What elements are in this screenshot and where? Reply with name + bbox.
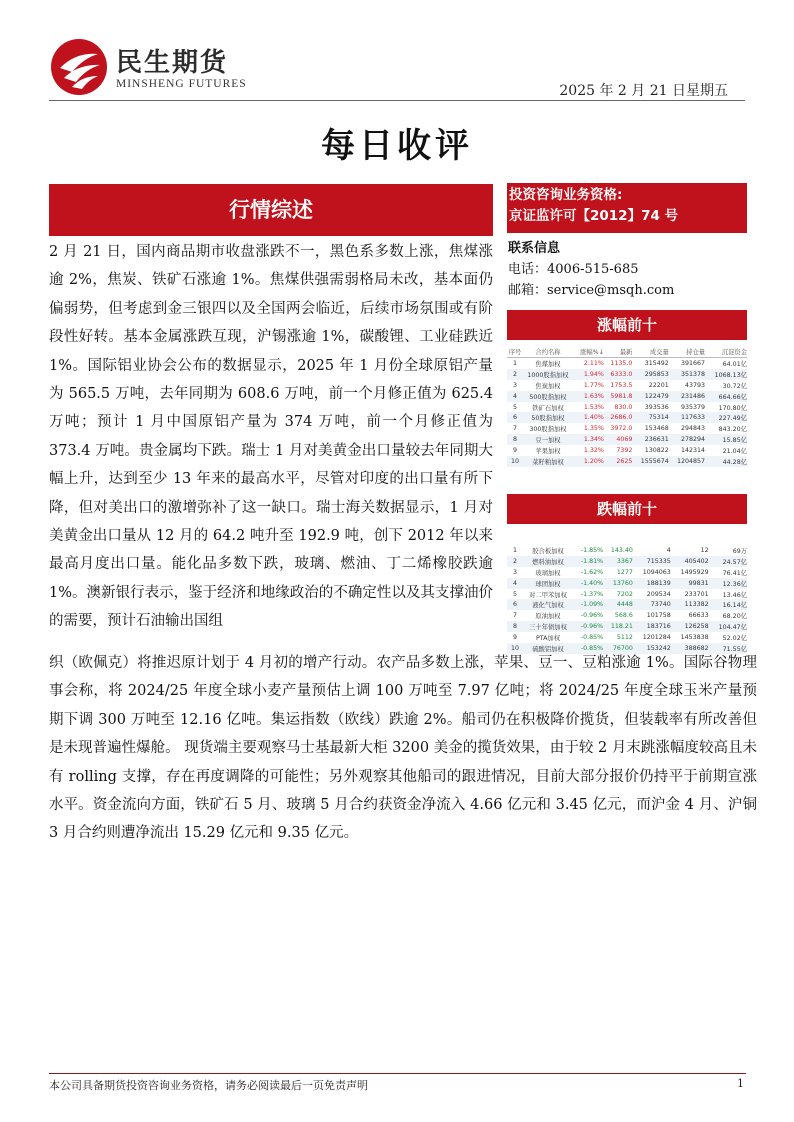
credential-box: [507, 183, 747, 233]
table-cell: 830.0: [614, 403, 633, 411]
page-number: 1: [737, 1077, 744, 1090]
table-cell: 12: [700, 546, 709, 554]
table-cell: 1135.0: [610, 359, 633, 367]
table-row: [507, 578, 747, 589]
table-row: [507, 445, 747, 456]
gainers-title: 涨幅前十: [507, 310, 747, 340]
table-cell: 170.80亿: [718, 404, 747, 412]
table-cell: 143.40: [610, 546, 633, 554]
header-divider: [49, 100, 745, 101]
company-logo: [50, 38, 250, 98]
table-cell: -1.85%: [580, 546, 604, 554]
table-cell: 7202: [616, 590, 633, 598]
table-cell: 10: [507, 643, 523, 654]
table-cell: 3: [512, 568, 517, 576]
table-row: [507, 545, 747, 556]
losers-table: [507, 545, 747, 654]
table-cell: 388682: [671, 643, 709, 654]
table-cell: 1277: [616, 568, 633, 576]
table-cell: 22201: [648, 381, 669, 389]
table-cell: 1453838: [680, 634, 709, 642]
table-cell: 焦炭加权: [535, 382, 561, 390]
table-cell: 391667: [681, 359, 706, 367]
table-cell: 393536: [644, 403, 669, 411]
table-cell: 405402: [671, 556, 709, 567]
credential-line: 投资咨询业务资格:: [509, 187, 623, 203]
table-cell: 4: [666, 546, 671, 554]
brand-name-cn: 民生期货: [116, 48, 229, 78]
table-cell: 3367: [603, 556, 633, 567]
table-cell: 153468: [644, 425, 669, 433]
table-cell: 118.21: [603, 621, 633, 632]
table-cell: 294843: [681, 425, 706, 433]
table-cell: 50股指加权: [523, 412, 573, 423]
table-row: [507, 610, 747, 621]
table-cell: 117633: [669, 412, 705, 423]
table-cell: 188139: [633, 578, 671, 589]
table-cell: 101758: [646, 612, 671, 620]
table-row: [507, 567, 747, 578]
table-cell: 1753.5: [610, 381, 633, 389]
table-cell: 1.32%: [583, 447, 604, 455]
table-cell: 351378: [669, 369, 705, 380]
losers-title: 跌幅前十: [507, 494, 747, 524]
table-cell: 231486: [669, 391, 705, 402]
table-cell: 209534: [646, 590, 671, 598]
table-row: [507, 643, 747, 654]
column-header[interactable]: 持仓量: [669, 345, 705, 358]
table-cell: 227.49亿: [705, 412, 747, 423]
brand-name-en: MINSHENG FUTURES: [116, 78, 247, 90]
table-cell: 3972.0: [610, 425, 633, 433]
table-cell: 菜籽粕加权: [523, 456, 573, 467]
table-cell: -1.81%: [573, 556, 603, 567]
table-cell: 4: [507, 391, 523, 402]
table-cell: 7392: [616, 447, 633, 455]
table-cell: 130822: [644, 447, 669, 455]
table-cell: 315492: [644, 359, 669, 367]
contact-email: 邮箱：service@msqh.com: [508, 283, 675, 298]
table-cell: 1.20%: [573, 456, 604, 467]
table-row: [507, 456, 747, 467]
minsheng-logo-icon: [50, 38, 108, 96]
table-cell: 278294: [669, 434, 705, 445]
table-cell: 5: [512, 590, 517, 598]
table-row: [507, 423, 747, 434]
column-header[interactable]: 最新: [604, 345, 633, 358]
table-cell: 715335: [633, 556, 671, 567]
table-row: [507, 599, 747, 610]
table-cell: 142314: [681, 447, 706, 455]
table-cell: 233701: [684, 590, 709, 598]
table-cell: 1201284: [642, 634, 671, 642]
page-title: 每日收评: [321, 126, 473, 166]
table-cell: 3: [512, 381, 517, 389]
table-cell: 1.34%: [573, 434, 604, 445]
table-cell: 69万: [732, 547, 747, 555]
table-cell: 568.6: [614, 612, 633, 620]
table-cell: 9: [512, 634, 517, 642]
contact-info: [508, 238, 674, 301]
table-cell: 7: [512, 425, 517, 433]
table-cell: -1.40%: [573, 578, 603, 589]
table-cell: 6: [507, 599, 523, 610]
footer-disclaimer: 本公司具备期货投资咨询业务资格，请务必阅读最后一页免责声明: [49, 1079, 368, 1092]
contact-phone: 电话：4006-515-685: [508, 262, 639, 277]
table-cell: 66633: [688, 612, 709, 620]
table-cell: 4448: [603, 599, 633, 610]
contact-title: 联系信息: [508, 241, 561, 256]
table-cell: 球团加权: [523, 578, 573, 589]
table-cell: 300股指加权: [529, 426, 567, 434]
table-cell: 对二甲苯加权: [529, 591, 567, 599]
table-cell: 16.14亿: [709, 599, 747, 610]
table-row: [507, 434, 747, 445]
table-cell: 9: [512, 447, 517, 455]
table-cell: -1.09%: [573, 599, 603, 610]
table-cell: 295853: [632, 369, 668, 380]
table-row: [507, 358, 747, 369]
table-cell: 10: [507, 456, 523, 467]
table-cell: 2625: [604, 456, 633, 467]
table-cell: 1.94%: [573, 369, 604, 380]
table-cell: 99831: [671, 578, 709, 589]
table-cell: 2: [507, 556, 523, 567]
table-cell: 13760: [603, 578, 633, 589]
table-cell: 30.72亿: [722, 382, 747, 390]
table-cell: 5112: [616, 634, 633, 642]
table-cell: 2686.0: [604, 412, 633, 423]
table-cell: 胶合板加权: [532, 547, 564, 555]
table-cell: 2: [507, 369, 523, 380]
table-cell: -0.96%: [580, 612, 604, 620]
table-cell: 1: [512, 359, 517, 367]
table-cell: 1094063: [642, 568, 671, 576]
table-cell: 1068.13亿: [705, 369, 747, 380]
table-cell: 1: [512, 546, 517, 554]
table-cell: 8: [507, 621, 523, 632]
table-row: [507, 621, 747, 632]
table-cell: 硫酸铝加权: [523, 643, 573, 654]
table-cell: 664.66亿: [705, 391, 747, 402]
gainers-table: [507, 345, 747, 467]
table-cell: 104.47亿: [709, 621, 747, 632]
table-cell: -1.37%: [580, 590, 604, 598]
table-cell: 苹果加权: [535, 448, 561, 456]
table-cell: 500股指加权: [523, 391, 573, 402]
table-cell: 1495929: [680, 568, 709, 576]
table-cell: 1.53%: [583, 403, 604, 411]
footer-divider: [49, 1073, 746, 1074]
table-row: [507, 369, 747, 380]
table-cell: 1.40%: [573, 412, 604, 423]
table-cell: 44.28亿: [705, 456, 747, 467]
column-header[interactable]: 沉淀资金: [705, 345, 747, 358]
table-cell: 4: [507, 578, 523, 589]
table-cell: 燃料油加权: [523, 556, 573, 567]
table-cell: 21.04亿: [722, 448, 747, 456]
table-cell: 液化气加权: [523, 599, 573, 610]
table-cell: 71.55亿: [709, 643, 747, 654]
column-header[interactable]: 涨幅%↓: [573, 345, 604, 358]
table-cell: 6: [507, 412, 523, 423]
table-cell: 1.35%: [583, 425, 604, 433]
table-cell: 12.36亿: [709, 578, 747, 589]
table-cell: 122479: [632, 391, 668, 402]
table-row: [507, 556, 747, 567]
table-cell: 935379: [681, 403, 706, 411]
table-cell: 1204857: [669, 456, 705, 467]
market-summary-paragraph: 2 月 21 日，国内商品期市收盘涨跌不一，黑色系多数上涨，焦煤涨逾 2%，焦炭、铁矿石涨逾 1%。焦煤供强需弱格局未改，基本面仍偏弱势，但考虑到金三银四以及全国两会临近，后续市场氛围或有阶段性好转。基本金属涨跌互现，沪锡涨逾 1%，碳酸锂、工业硅跌近 1%。国际铝业协会公布的数据显示，2025 年 1 月份全球原铝产量为 565.5 万吨，去年同期为 608.6 万吨，前一个月修正值为 625.4 万吨；预计 1 月中国原铝产量为 374 万吨，前一个月修正值为 373.4 万吨。贵金属均下跌。瑞士 1 月对美黄金出口量较去年同期大幅上升，达到至少 13 年来的最高水平，尽管对印度的出口量有所下降，但对美出口的激增弥补了这一缺口。瑞士海关数据显示，1 月对美黄金出口量从 12 月的 64.2 吨升至 192.9 吨，创下 2012 年以来最高月度出口量。能化品多数下跌，玻璃、燃油、丁二烯橡胶跌逾 1%。澳新银行表示，鉴于经济和地缘政治的不确定性以及其支撑油价的需要，预计石油输出国组: [49, 244, 493, 630]
table-row: [507, 632, 747, 643]
table-row: [507, 412, 747, 423]
table-cell: 24.57亿: [709, 556, 747, 567]
table-cell: 玻璃加权: [535, 569, 561, 577]
report-date: 2025 年 2 月 21 日星期五: [559, 83, 728, 99]
section-banner: 行情综述: [49, 184, 493, 236]
table-cell: 76700: [603, 643, 633, 654]
column-header[interactable]: 序号: [507, 345, 523, 358]
table-cell: 焦煤加权: [535, 360, 561, 368]
table-cell: 43793: [685, 381, 706, 389]
table-cell: 原油加权: [535, 613, 561, 621]
table-row: [507, 391, 747, 402]
table-cell: 1000股指加权: [523, 369, 573, 380]
table-cell: PTA加权: [535, 635, 561, 643]
table-cell: 52.02亿: [722, 635, 747, 643]
table-cell: -0.85%: [573, 643, 603, 654]
table-cell: 843.20亿: [718, 426, 747, 434]
table-cell: -1.62%: [580, 568, 604, 576]
table-cell: -0.85%: [580, 634, 604, 642]
table-cell: 5: [512, 403, 517, 411]
table-cell: 8: [507, 434, 523, 445]
table-cell: 73740: [633, 599, 671, 610]
table-cell: 1555674: [632, 456, 668, 467]
table-cell: 126258: [671, 621, 709, 632]
table-cell: 豆一加权: [523, 434, 573, 445]
table-cell: 7: [512, 612, 517, 620]
table-cell: 68.20亿: [722, 613, 747, 621]
credential-license: 京证监许可【2012】74 号: [509, 208, 679, 224]
table-cell: 76.41亿: [722, 569, 747, 577]
table-cell: 113382: [671, 599, 709, 610]
table-cell: 4069: [604, 434, 633, 445]
table-cell: 1.63%: [573, 391, 604, 402]
column-header[interactable]: 合约名称: [523, 345, 573, 358]
table-cell: 13.46亿: [722, 591, 747, 599]
table-cell: 5981.8: [604, 391, 633, 402]
table-row: [507, 380, 747, 391]
table-row: [507, 589, 747, 600]
table-row: [507, 402, 747, 413]
table-cell: -0.96%: [573, 621, 603, 632]
table-cell: 三十年债加权: [523, 621, 573, 632]
table-cell: 64.01亿: [722, 360, 747, 368]
table-cell: 183716: [633, 621, 671, 632]
table-cell: 6333.0: [604, 369, 633, 380]
table-cell: 75314: [632, 412, 668, 423]
table-cell: 铁矿石加权: [532, 404, 564, 412]
column-header[interactable]: 成交量: [632, 345, 668, 358]
table-cell: 15.85亿: [705, 434, 747, 445]
table-cell: 236631: [632, 434, 668, 445]
table-cell: 1.77%: [583, 381, 604, 389]
table-cell: 2.11%: [583, 359, 604, 367]
market-summary-paragraph-continued: 织（欧佩克）将推迟原计划于 4 月初的增产行动。农产品多数上涨，苹果、豆一、豆粕涨逾 1%。国际谷物理事会称，将 2024/25 年度全球小麦产量预估上调 100 万吨至 7.97 亿吨；将 2024/25 年度全球玉米产量预期下调 300 万吨至 12.16 亿吨。集运指数（欧线）跌逾 2%。船司仍在积极降价揽货，但装载率有所改善但是未现普遍性爆舱。 现货端主要观察马士基最新大柜 3200 美金的揽货效果，由于较 2 月末跳涨幅度较高且未有 rolling 支撑，存在再度调降的可能性；另外观察其他船司的跟进情况，目前大部分报价仍持平于前期宣涨水平。资金流向方面，铁矿石 5 月、玻璃 5 月合约获资金净流入 4.66 亿元和 3.45 亿元，而沪金 4 月、沪铜 3 月合约则遭净流出 15.29 亿元和 9.35 亿元。: [49, 655, 757, 842]
table-cell: 153242: [633, 643, 671, 654]
